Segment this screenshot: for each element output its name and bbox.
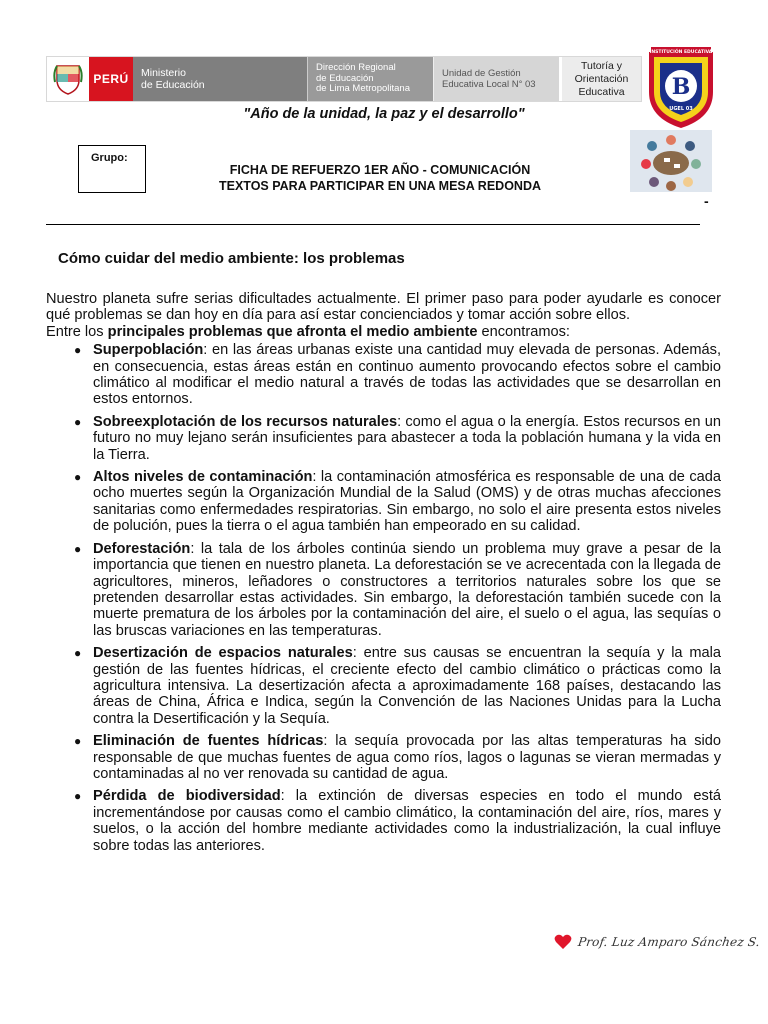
list-item: ● Sobreexplotación de los recursos naturales: como el agua o la energía. Estos recursos en un futuro no muy lejano serán insuficientes para abastecer a toda la población humana y la vida en la Tierra. [74,413,722,463]
article-body [46,291,721,860]
list-item: ● Altos niveles de contaminación: la contaminación atmosférica es responsable de una de cada ocho muertes según la Organización Mundial de la Salud (OMS) y de otras muchas afecciones sanitarias como enfermedades respiratorias. Sin embargo, no solo el aire presenta estos niveles de polución, pues la tierra o el agua también han empeorado en su calidad. [74,469,721,535]
dre-label: Dirección Regional de Educación de Lima Metropolitana [307,57,433,101]
peru-label: PERÚ [89,57,133,101]
bullet-icon: ● [74,646,82,661]
intro-paragraph: Nuestro planeta sufre serias dificultades actualmente. El primer paso para poder ayudarle es conocer qué problemas se dan hoy en día para así estar concienciados y tomar acción sobre ellos. [46,291,721,324]
svg-text:B: B [671,74,691,100]
header-banner [46,56,642,102]
separator-line [46,224,700,225]
year-motto: "Año de la unidad, la paz y el desarrollo" [243,106,525,122]
bullet-icon: ● [74,734,82,749]
list-item: ● Deforestación: la tala de los árboles continúa siendo un problema muy grave a pesar de la importancia que tienen en nuestro planeta. La deforestación se ve acrecentada con la llegada de agricultores, mineros, leñadores o constructores a territorios naturales sobre los que se pretenden desarrollar estas actividades. Sin embargo, la deforestación también sucede con la muerte prematura de los árboles por la contaminación del aire, el suelo o el agua, las sequías o las bruscas variaciones en las temperaturas. [74,540,721,639]
bullet-icon: ● [74,343,82,358]
grupo-label: Grupo: [91,152,128,164]
bullet-icon: ● [74,789,82,804]
list-item: ● Superpoblación: en las áreas urbanas existe una cantidad muy elevada de personas. Además, en consecuencia, estas áreas están en continuo aumento provocando efectos sobre el cambio climático al modificar el medio natural a través de todas las actividades que se desarrollan en estos entornos. [74,342,721,408]
peru-coat-of-arms-icon [47,57,89,101]
grupo-field[interactable] [78,145,146,193]
list-item: ● Pérdida de biodiversidad: la extinción de diversas especies en todo el mundo está incrementándose por causas como el cambio climático, la contaminación del aire, ríos, mares y suelos, o la acción del hombre mediante actividades como la industrialización, la cual influye sobre todas las anteriores. [74,788,721,854]
bullet-icon: ● [74,541,82,556]
ficha-title [170,162,590,194]
tutoria-label: Tutoría y Orientación Educativa [559,57,641,101]
intro-paragraph-2: Entre los principales problemas que afronta el medio ambiente encontramos: [46,323,570,340]
round-table-illustration [630,130,712,192]
separator-dash: - [704,193,709,209]
bullet-icon: ● [74,414,82,429]
problems-list [46,342,721,854]
list-item: ● Eliminación de fuentes hídricas: la sequía provocada por las altas temperaturas ha sido responsable de que muchas fuentes de agua como ríos, lagos o lagunas se vieran mermadas y contaminadas al no ver renovada su cantidad de agua. [74,733,722,782]
bullet-icon: ● [74,470,82,485]
list-item: ● Desertización de espacios naturales: entre sus causas se encuentran la sequía y la mala gestión de las fuentes hídricas, el creciente efecto del cambio climático o prácticas como la agricultura intensiva. La desertización afecta a aproximadamente 168 países, destacando las áreas de China, África e Indica, según la Convención de las Naciones Unidas para la Lucha contra la Desertificación y la Sequía. [74,645,721,727]
ficha-title-line1: FICHA DE REFUERZO 1ER AÑO - COMUNICACIÓN [229,163,531,177]
school-logo-top-text: INSTITUCIÓN EDUCATIVA [649,50,713,55]
heart-icon [554,934,572,950]
intro-highlight: principales problemas que afronta el medio ambiente [107,323,478,340]
signature-text: Prof. Luz Amparo Sánchez S. [577,935,761,949]
signature [554,934,760,950]
school-logo-ugel-text: UGEL 03 [669,106,693,112]
ministerio-label: Ministerio de Educación [133,57,307,101]
ugel-label: Unidad de Gestión Educativa Local N° 03 [433,57,559,101]
ficha-title-line2: TEXTOS PARA PARTICIPAR EN UNA MESA REDONDA [218,179,541,193]
article-title: Cómo cuidar del medio ambiente: los problemas [58,250,405,267]
